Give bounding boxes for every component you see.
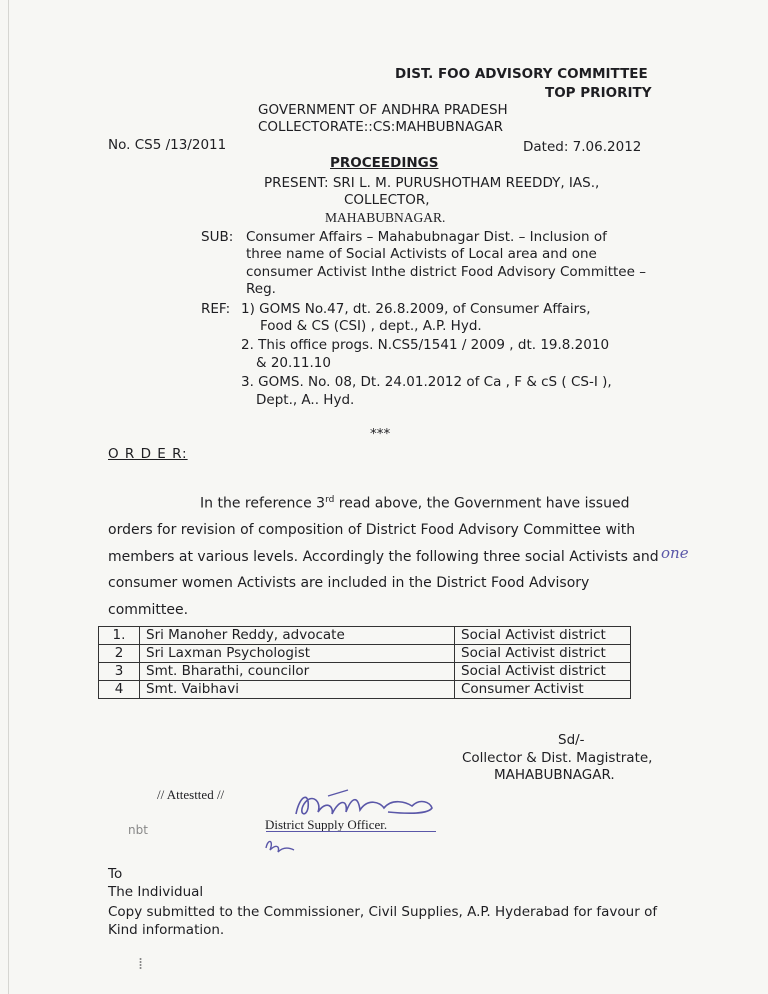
present-line: PRESENT: SRI L. M. PURUSHOTHAM REEDDY, IAS.,	[264, 175, 600, 191]
order-line: orders for revision of composition of District Food Advisory Committee with	[108, 522, 636, 539]
committee-heading: DIST. FOO ADVISORY COMMITTEE	[395, 66, 648, 82]
reference-item: 3. GOMS. No. 08, Dt. 24.01.2012 of Ca , F & cS ( CS-I ),	[241, 374, 612, 390]
member-role: Social Activist district	[455, 663, 631, 681]
subject-line: three name of Social Activists of Local area and one	[246, 246, 597, 262]
member-number: 2	[99, 645, 140, 663]
member-name: Smt. Bharathi, councilor	[140, 663, 455, 681]
initials-scribble-icon	[262, 836, 298, 856]
references-label: REF:	[201, 301, 231, 317]
reference-item-detail: & 20.11.10	[256, 355, 331, 371]
order-text: In the reference 3	[200, 495, 326, 512]
reference-item-detail: Dept., A.. Hyd.	[256, 392, 355, 408]
order-title: O R D E R:	[108, 446, 188, 462]
member-role: Consumer Activist	[455, 681, 631, 699]
present-designation: COLLECTOR,	[344, 192, 430, 208]
order-line: consumer women Activists are included in the District Food Advisory committee.	[108, 575, 590, 618]
separator: ***	[370, 426, 391, 442]
sd-mark: Sd/-	[558, 732, 585, 748]
member-name: Sri Manoher Reddy, advocate	[140, 627, 455, 645]
table-row	[99, 681, 631, 699]
subject-line: Consumer Affairs – Mahabubnagar Dist. – Inclusion of	[246, 229, 607, 245]
member-number: 3	[99, 663, 140, 681]
recipient: The Individual	[108, 884, 204, 900]
members-table	[98, 626, 631, 699]
officer-designation: District Supply Officer.	[265, 817, 388, 832]
document-date: Dated: 7.06.2012	[523, 139, 642, 155]
subject-label: SUB:	[201, 229, 234, 245]
signature-underline	[266, 831, 436, 832]
scan-edge	[8, 0, 9, 994]
attested-label: // Attestted //	[157, 787, 225, 802]
subject-line: consumer Activist Inthe district Food Advisory Committee –	[246, 264, 646, 280]
initials-mark: nbt	[128, 823, 148, 837]
signatory-designation: Collector & Dist. Magistrate,	[462, 750, 653, 766]
present-place: MAHABUBNAGAR.	[325, 210, 446, 225]
reference-item: 2. This office progs. N.CS5/1541 / 2009 , dt. 19.8.2010	[241, 337, 610, 353]
table-row	[99, 663, 631, 681]
copy-line: Kind information.	[108, 922, 225, 938]
table-row	[99, 645, 631, 663]
order-paragraph	[108, 487, 660, 623]
subject-line: Reg.	[246, 281, 276, 297]
government-heading: GOVERNMENT OF ANDHRA PRADESH	[258, 102, 508, 118]
member-role: Social Activist district	[455, 645, 631, 663]
table-row	[99, 627, 631, 645]
order-line: members at various levels. Accordingly the following three social Activists and	[108, 548, 659, 565]
proceedings-title: PROCEEDINGS	[330, 155, 439, 171]
collectorate-heading: COLLECTORATE::CS:MAHBUBNAGAR	[258, 119, 503, 135]
member-name: Sri Laxman Psychologist	[140, 645, 455, 663]
order-line-first	[108, 487, 660, 517]
order-text: read above, the Government have issued	[334, 495, 630, 512]
scan-mark-icon: ⁞	[138, 954, 144, 973]
to-label: To	[108, 866, 123, 882]
handwritten-insert: one	[661, 544, 689, 562]
priority-heading: TOP PRIORITY	[545, 85, 652, 101]
member-number: 1.	[99, 627, 140, 645]
signatory-place: MAHABUBNAGAR.	[494, 767, 615, 783]
reference-item: 1) GOMS No.47, dt. 26.8.2009, of Consumer Affairs,	[241, 301, 591, 317]
copy-line: Copy submitted to the Commissioner, Civil Supplies, A.P. Hyderabad for favour of	[108, 904, 658, 920]
order-superscript: rd	[325, 495, 335, 505]
member-role: Social Activist district	[455, 627, 631, 645]
reference-item-detail: Food & CS (CSI) , dept., A.P. Hyd.	[260, 318, 482, 334]
member-number: 4	[99, 681, 140, 699]
reference-number: No. CS5 /13/2011	[108, 137, 227, 153]
member-name: Smt. Vaibhavi	[140, 681, 455, 699]
